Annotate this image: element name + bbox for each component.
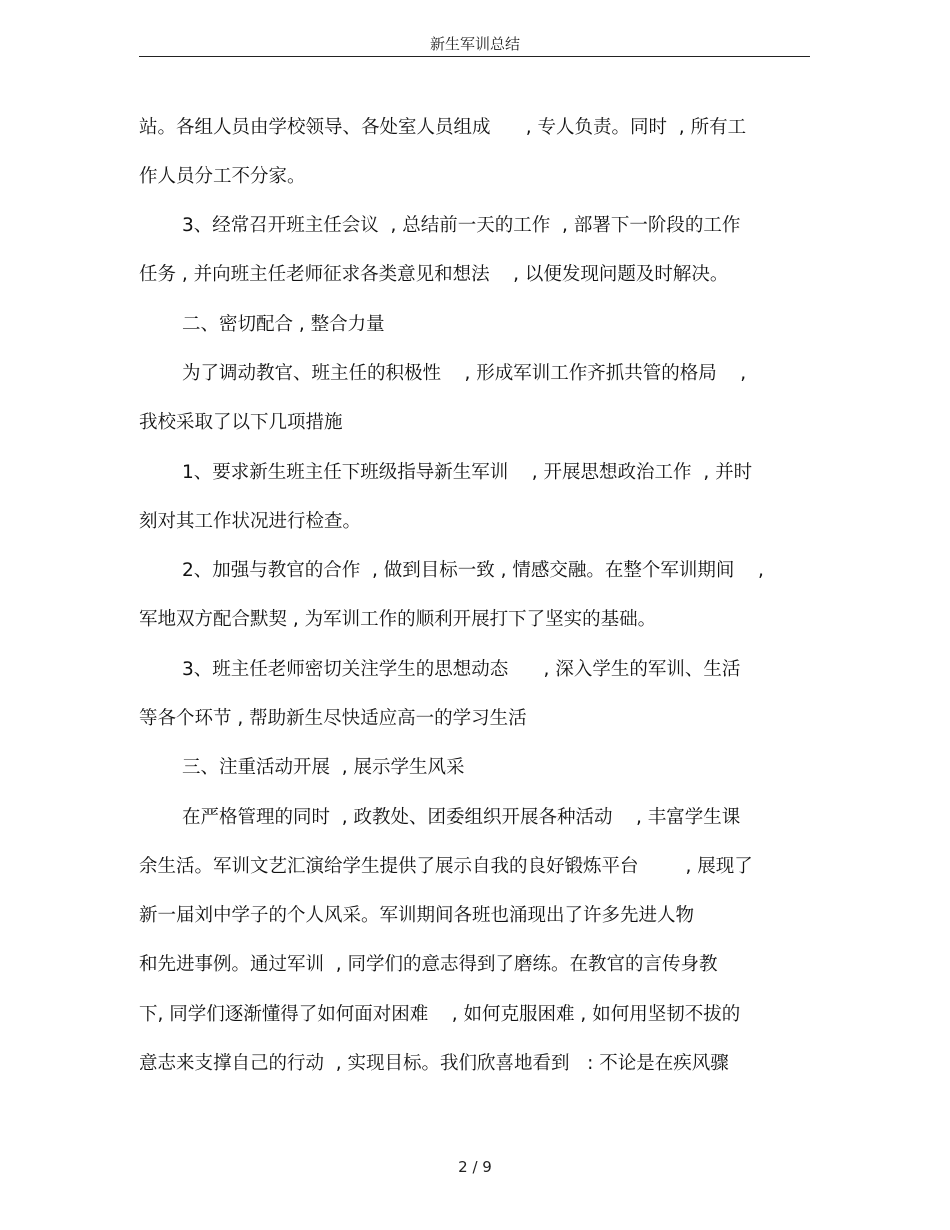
text-line-20: 意志来支撑自己的行动 , 实现目标。我们欣喜地看到 : 不论是在疾风骤: [139, 1053, 729, 1074]
text-line-1: 站。各组人员由学校领导、各处室人员组成 , 专人负责。同时 , 所有工: [139, 117, 747, 138]
text-line-13: 等各个环节 , 帮助新生尽快适应高一的学习生活: [139, 708, 527, 729]
text-line-10: 2、加强与教官的合作 , 做到目标一致 , 情感交融。在整个军训期间 ,: [182, 560, 764, 581]
text-line-11: 军地双方配合默契 , 为军训工作的顺利开展打下了坚实的基础。: [139, 609, 657, 630]
text-line-16: 余生活。军训文艺汇演给学生提供了展示自我的良好锻炼平台 , 展现了: [139, 856, 753, 877]
text-line-6: 为了调动教官、班主任的积极性 , 形成军训工作齐抓共管的格局 ,: [182, 363, 747, 384]
text-line-3: 3、经常召开班主任会议 , 总结前一天的工作 , 部署下一阶段的工作: [182, 215, 741, 236]
text-line-15: 在严格管理的同时 , 政教处、团委组织开展各种活动 , 丰富学生课: [182, 807, 741, 828]
section-heading-3: 三、注重活动开展 , 展示学生风采: [182, 757, 465, 778]
text-line-8: 1、要求新生班主任下班级指导新生军训 , 开展思想政治工作 , 并时: [182, 462, 753, 483]
text-line-19: 下, 同学们逐渐懂得了如何面对困难 , 如何克服困难 , 如何用坚韧不拔的: [139, 1004, 741, 1025]
text-line-9: 刻对其工作状况进行检查。: [139, 511, 362, 532]
text-line-4: 任务 , 并向班主任老师征求各类意见和想法 , 以便发现问题及时解决。: [139, 264, 729, 285]
text-line-18: 和先进事例。通过军训 , 同学们的意志得到了磨练。在教官的言传身教: [139, 954, 718, 975]
page-header-title: 新生军训总结: [429, 35, 520, 53]
page-number: 2 / 9: [458, 1158, 492, 1176]
section-heading-2: 二、密切配合 , 整合力量: [182, 314, 385, 335]
header-divider: [139, 56, 810, 57]
text-line-2: 作人员分工不分家。: [139, 166, 306, 187]
text-line-17: 新一届刘中学子的个人风采。军训期间各班也涌现出了许多先进人物: [139, 905, 695, 926]
text-line-12: 3、班主任老师密切关注学生的思想动态 , 深入学生的军训、生活: [182, 659, 741, 680]
text-line-7: 我校采取了以下几项措施: [139, 412, 343, 433]
